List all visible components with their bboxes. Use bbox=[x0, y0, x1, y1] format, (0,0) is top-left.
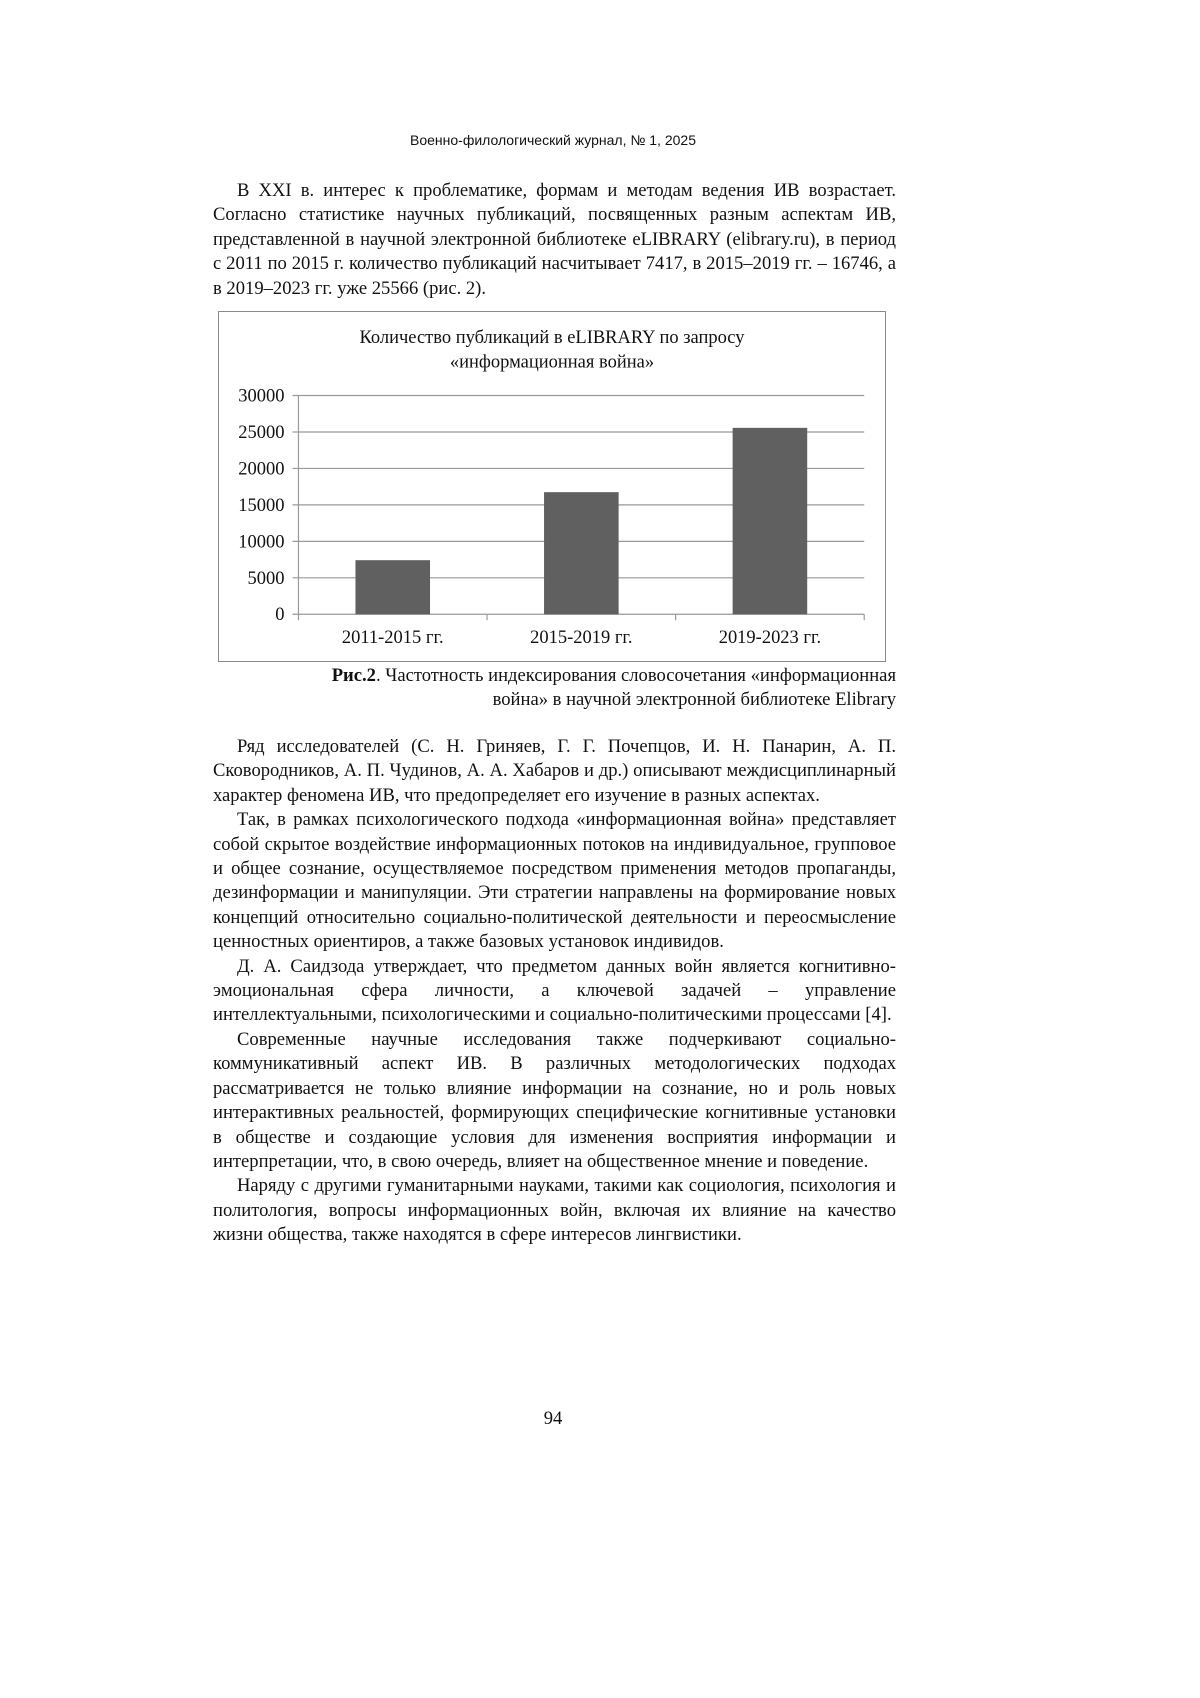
x-tick-label: 2019-2023 гг. bbox=[718, 627, 822, 648]
figure-caption bbox=[213, 664, 896, 713]
y-tick-label: 20000 bbox=[238, 458, 285, 479]
bar bbox=[733, 428, 808, 614]
paragraph: Современные научные исследования также подчеркивают социально-коммуникативный аспект ИВ. В различных методологических подходах рассматривается не только влияние информации на сознание, но и роль новых интерактивных реальностей, формирующих специфические когнитивные установки в обществе и создающие условия для изменения восприятия информации и интерпретации, что, в свою очередь, влияет на общественное мнение и поведение. bbox=[213, 1028, 896, 1172]
running-header: Военно-филологический журнал, № 1, 2025 bbox=[410, 132, 696, 148]
y-tick-label: 15000 bbox=[238, 494, 285, 515]
paragraph: Наряду с другими гуманитарными науками, такими как социология, психология и политология, вопросы информационных войн, включая их влияние на качество жизни общества, также находятся в сфере интересов лингвистики. bbox=[213, 1175, 896, 1246]
paragraph: Д. А. Саидзода утверждает, что предметом данных войн является когнитивно-эмоциональная сфера личности, а ключевой задачей – управление интеллектуальными, психологическими и социально-политическими процессами [4]. bbox=[213, 955, 896, 1026]
paragraph: Ряд исследователей (С. Н. Гриняев, Г. Г. Почепцов, И. Н. Панарин, А. П. Сковородников, А. П. Чудинов, А. А. Хабаров и др.) описывают междисциплинарный характер феномена ИВ, что предопределяет его изучение в разных аспектах. bbox=[213, 736, 896, 806]
y-tick-label: 0 bbox=[275, 604, 285, 625]
bar bbox=[355, 560, 430, 614]
y-tick-label: 25000 bbox=[238, 421, 285, 442]
y-tick-label: 10000 bbox=[238, 531, 285, 552]
body-text bbox=[213, 735, 896, 1248]
paragraph: Так, в рамках психологического подхода «информационная война» представляет собой скрытое воздействие информационных потоков на индивидуальное, групповое и общее сознание, осуществляемое посредством применения методов пропаганды, дезинформации и манипуляции. Эти стратегии направлены на формирование новых концепций относительно социально-политической деятельности и переосмысление ценностных ориентиров, а также базовых установок индивидов. bbox=[213, 809, 896, 953]
caption-line-1: . Частотность индексирования словосочетания «информационная bbox=[375, 665, 896, 686]
publications-bar-chart bbox=[218, 311, 886, 662]
x-tick-label: 2011-2015 гг. bbox=[341, 627, 444, 648]
y-tick-label: 30000 bbox=[238, 385, 285, 406]
y-tick-label: 5000 bbox=[247, 567, 285, 588]
chart-title: Количество публикаций в eLIBRARY по запросу bbox=[359, 326, 745, 347]
x-tick-label: 2015-2019 гг. bbox=[530, 627, 633, 648]
chart-title: «информационная война» bbox=[449, 351, 655, 372]
page-number: 94 bbox=[543, 1408, 563, 1429]
intro-text bbox=[213, 179, 896, 301]
figure-label: Рис.2 bbox=[331, 665, 376, 686]
caption-line-2: война» в научной электронной библиотеке Elibrary bbox=[492, 689, 896, 711]
paragraph: В XXI в. интерес к проблематике, формам и методам ведения ИВ возрастает. Согласно статистике научных публикаций, посвященных разным аспектам ИВ, представленной в научной электронной библиотеке eLIBRARY (elibrary.ru), в период с 2011 по 2015 г. количество публикаций насчитывает 7417, в 2015–2019 гг. – 16746, а в 2019–2023 гг. уже 25566 (рис. 2). bbox=[213, 180, 896, 299]
bar bbox=[544, 492, 619, 614]
